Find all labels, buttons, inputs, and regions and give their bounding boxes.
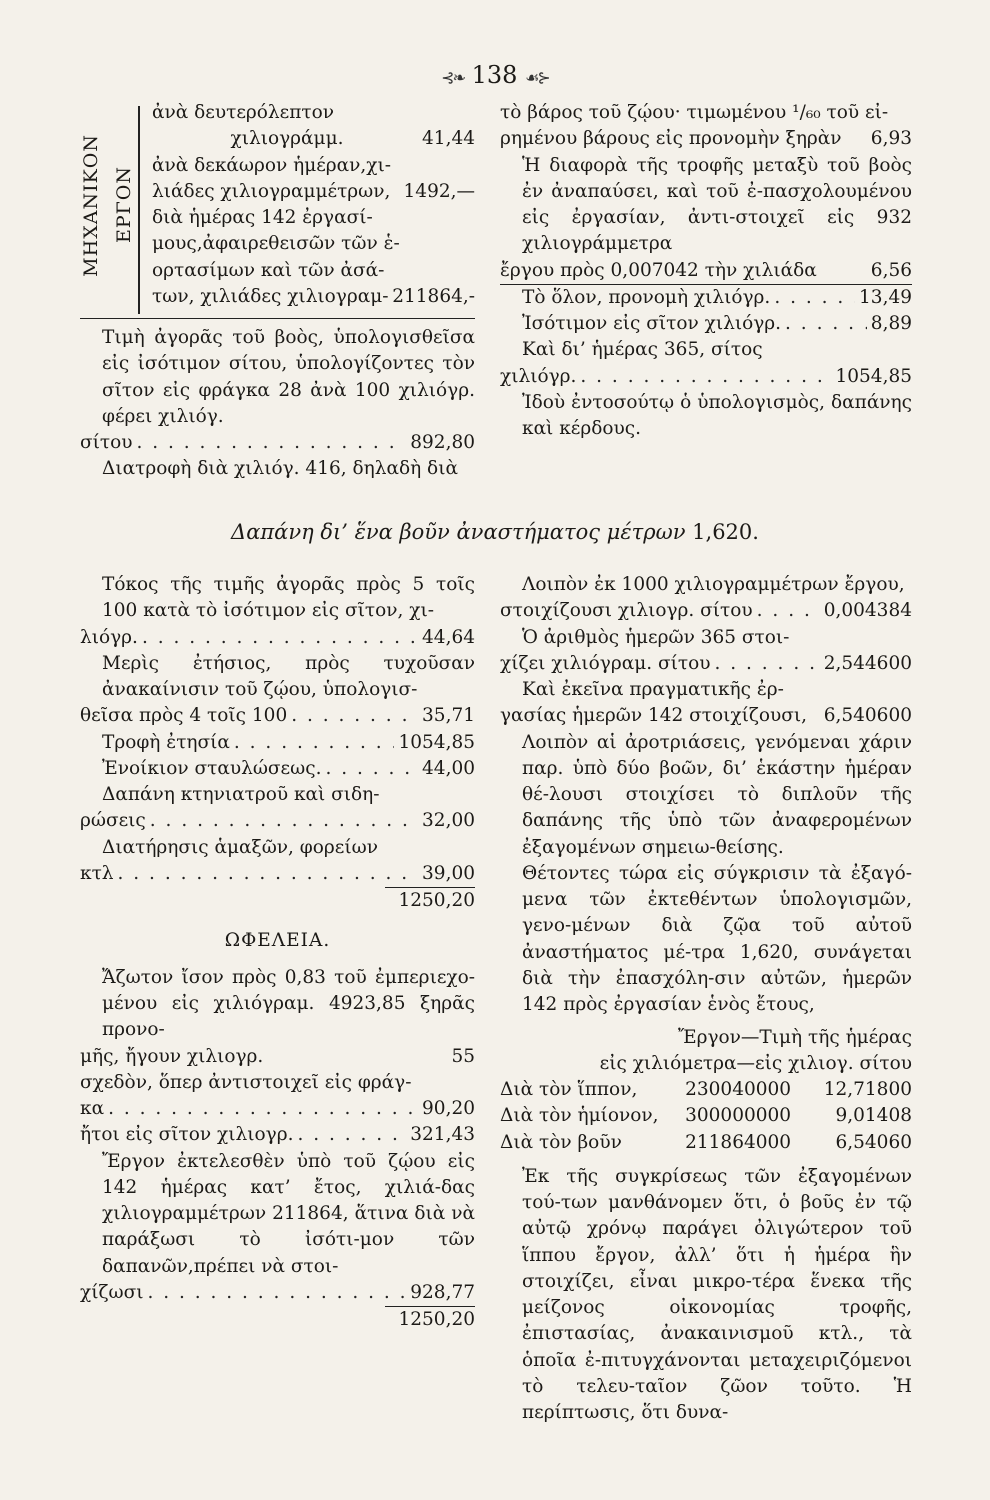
line-value: 32,00 <box>422 810 475 832</box>
line-text: Διατήρησις ἁμαξῶν, φορείων <box>102 836 378 858</box>
ornament-left-icon: ⊰❧ <box>441 68 464 87</box>
paragraph: Λοιπὸν αἱ ἀροτριάσεις, γενόμεναι χάριν παρ. ὑπὸ δύο βοῶν, δι’ ἑκάστην ἡμέραν θέ-λουσι στοιχίσει τὸ διπλοῦν τῆς δαπάνης τῆς ὑπὸ τῶν ἀναφερομένων ἐξαγομένων σημειω-θείσης. <box>522 731 912 858</box>
line-text: κα <box>80 1098 105 1120</box>
mech-line: μους,ἀφαιρεθεισῶν τῶν ἑ- <box>152 233 400 255</box>
line-value: 892,80 <box>410 432 475 454</box>
sum-value: 1250,20 <box>398 1309 475 1331</box>
benefit-title: ΩΦΕΛΕΙΑ. <box>224 930 331 952</box>
line-value: 6,540600 <box>823 705 912 727</box>
line-value: 1054,85 <box>398 731 475 753</box>
line-text: χίζει χιλιόγραμ. σίτου <box>500 652 711 674</box>
divider <box>80 318 475 319</box>
table-cell: Διὰ τὸν ἵππον, <box>500 1079 638 1101</box>
paragraph: Ἡ διαφορὰ τῆς τροφῆς μεταξὺ τοῦ βοὸς ἐν ἀναπαύσει, καὶ τοῦ ἐ-πασχολουμένου εἰς ἐργασίαν, ἀντι-στοιχεῖ εἰς 932 χιλιογράμμετρα <box>522 154 912 255</box>
line-text: Καὶ ἐκεῖνα πραγματικῆς ἐρ- <box>522 679 784 701</box>
line-value: 44,00 <box>422 757 475 779</box>
page-header <box>0 58 990 92</box>
line-text: ρημένου βάρους εἰς προνομὴν ξηρὰν <box>500 128 842 150</box>
line-text: Δαπάνη κτηνιατροῦ καὶ σιδη- <box>102 784 380 806</box>
dot-leader <box>325 756 418 782</box>
dot-leader <box>785 311 867 337</box>
table-cell: 6,54060 <box>835 1131 912 1153</box>
table-header-2: εἰς χιλιόμετρα—εἰς χιλιογ. σίτου <box>599 1052 912 1074</box>
side-label <box>80 100 136 310</box>
line-text: χιλιόγρ. <box>500 365 577 387</box>
dot-leader <box>150 808 418 834</box>
comparison-table <box>500 1077 912 1156</box>
line-text: σίτου <box>80 432 133 454</box>
left-bottom-block <box>80 572 475 1333</box>
mech-value: 211864,- <box>392 285 475 307</box>
table-row <box>500 1130 912 1156</box>
left-top-block <box>80 100 475 483</box>
table-cell: 230040000 <box>685 1079 792 1101</box>
line-text: χίζωσι <box>80 1281 144 1303</box>
line-value: 321,43 <box>410 1124 475 1146</box>
line-value: 90,20 <box>422 1098 475 1120</box>
side-label-1: ΜΗΧΑΝΙΚΟΝ <box>80 133 103 277</box>
line-value: 1054,85 <box>835 365 912 387</box>
mech-line: των, χιλιάδες χιλιογραμ- <box>152 285 389 307</box>
mech-value: 1492,— <box>403 180 475 202</box>
dot-leader <box>291 703 418 729</box>
line-value: 35,71 <box>422 705 475 727</box>
line-text: σχεδὸν, ὅπερ ἀντιστοιχεῖ εἰς φράγ- <box>80 1071 412 1093</box>
section-title-text: Δαπάνη δι’ ἕνα βοῦν ἀναστήματος μέτρων <box>231 520 686 544</box>
paragraph: Μερὶς ἐτήσιος, πρὸς τυχοῦσαν ἀνακαίνισιν τοῦ ζῴου, ὑπολογισ- <box>102 652 475 701</box>
mech-line: λιάδες χιλιογραμμέτρων, <box>152 180 391 202</box>
line-text: Τὸ ὅλον, προνομὴ χιλιόγρ. <box>522 286 771 308</box>
line-text: Λοιπὸν ἐκ 1000 χιλιογραμμέτρων ἔργου, <box>522 574 905 595</box>
brace-icon <box>138 106 146 314</box>
table-cell: 300000000 <box>685 1105 792 1127</box>
line-text: κτλ <box>80 862 114 884</box>
mech-line: διὰ ἡμέρας 142 ἐργασί- <box>152 207 373 229</box>
sum-value: 1250,20 <box>398 890 475 912</box>
table-row <box>500 1077 912 1103</box>
paragraph: Θέτοντες τώρα εἰς σύγκρισιν τὰ ἐξαγό-μενα τῶν ἐκτεθέντων ὑπολογισμῶν, γενο-μένων διὰ ζῷα τοῦ αὐτοῦ ἀναστήματος μέ-τρα 1,620, συνάγεται διὰ τὴν ἐπασχόλη-σιν αὐτῶν, ἡμερῶν 142 πρὸς ἐργασίαν ἑνὸς ἔτους, <box>522 862 912 1016</box>
side-label-2: ΕΡΓΟΝ <box>113 166 135 244</box>
dot-leader <box>297 1122 406 1148</box>
dot-leader <box>137 430 407 456</box>
mech-line: χιλιογράμμ. <box>230 128 344 150</box>
paragraph: Ἔργον ἐκτελεσθὲν ὑπὸ τοῦ ζῴου εἰς 142 ἡμέρας κατ’ ἔτος, χιλιά-δας χιλιογραμμέτρων 211864, ἅτινα διὰ νὰ παράξωσι τὸ ἰσότι-μον τῶν δαπανῶν,πρέπει νὰ στοι- <box>102 1150 475 1277</box>
line-text: ρώσεις <box>80 810 146 832</box>
dot-leader <box>118 861 419 887</box>
dot-leader <box>715 651 820 677</box>
line-text: θεῖσα πρὸς 4 τοῖς 100 <box>80 705 288 727</box>
line-value: 13,49 <box>859 286 912 308</box>
line-text: τὸ βάρος τοῦ ζῴου· τιμωμένου ¹/₆₀ τοῦ εἰ- <box>500 102 889 123</box>
section-title-value: 1,620. <box>692 520 759 544</box>
line-text: Καὶ δι’ ἡμέρας 365, σίτος <box>522 339 763 361</box>
line-value: 6,93 <box>870 128 912 150</box>
paragraph: Τόκος τῆς τιμῆς ἀγορᾶς πρὸς 5 τοῖς 100 κατὰ τὸ ἰσότιμον εἰς σῖτον, χι- <box>102 574 475 622</box>
section-title <box>0 518 990 548</box>
table-cell: 9,01408 <box>835 1105 912 1127</box>
table-cell: 211864000 <box>685 1131 792 1153</box>
dot-leader <box>757 598 820 624</box>
line-value: 55 <box>451 1045 475 1067</box>
dot-leader <box>774 285 855 311</box>
table-cell: Διὰ τὸν βοῦν <box>500 1131 622 1153</box>
table-row <box>500 1103 912 1129</box>
line-value: 0,004384 <box>823 600 912 622</box>
paragraph: Ἰδοὺ ἐντοσούτῳ ὁ ὑπολογισμὸς, δαπάνης καὶ κέρδους. <box>522 391 912 440</box>
line-value: 44,64 <box>422 626 475 648</box>
dot-leader <box>234 730 395 756</box>
line-text: ἔργου πρὸς 0,007042 τὴν χιλιάδα <box>500 259 817 281</box>
page-number: 138 <box>471 61 518 89</box>
line-text: ἤτοι εἰς σῖτον χιλιογρ. <box>80 1124 294 1146</box>
line-text: Ὁ ἀριθμὸς ἡμερῶν 365 στοι- <box>522 626 790 648</box>
mech-line: ἀνὰ δεκάωρον ἡμέραν,χι- <box>152 154 392 176</box>
line-text: μῆς, ἤγουν χιλιογρ. <box>80 1045 264 1067</box>
line-text: Ἰσότιμον εἰς σῖτον χιλιόγρ. <box>522 313 782 335</box>
mech-value: 41,44 <box>422 128 475 150</box>
line-value: 8,89 <box>870 313 912 335</box>
line-value: 928,77 <box>410 1281 475 1303</box>
mech-line: ἀνὰ δευτερόλεπτον <box>152 102 335 123</box>
line-text: γασίας ἡμερῶν 142 στοιχίζουσι, <box>500 705 808 727</box>
line-text: λιόγρ. <box>80 626 138 648</box>
dot-leader <box>580 364 831 390</box>
paragraph: Διατροφὴ διὰ χιλιόγ. 416, δηλαδὴ διὰ <box>102 458 458 480</box>
ornament-right-icon: ☙⊱ <box>525 68 549 87</box>
line-text: στοιχίζουσι χιλιογρ. σίτου <box>500 600 753 622</box>
right-bottom-block <box>500 572 912 1427</box>
table-cell: 12,71800 <box>823 1079 912 1101</box>
line-value: 39,00 <box>422 862 475 884</box>
dot-leader <box>147 1280 406 1306</box>
line-text: Τροφὴ ἐτησία <box>102 731 230 753</box>
table-cell: Διὰ τὸν ἡμίονον, <box>500 1105 659 1127</box>
line-value: 6,56 <box>870 259 912 281</box>
mechanical-work-block <box>80 100 475 310</box>
paragraph: Τιμὴ ἀγορᾶς τοῦ βοὸς, ὑπολογισθεῖσα εἰς ἰσότιμον σίτου, ὑπολογίζοντες τὸν σῖτον εἰς φράγκα 28 ἀνὰ 100 χιλιόγρ. φέρει χιλιόγ. <box>102 327 475 427</box>
paragraph: Ἐκ τῆς συγκρίσεως τῶν ἐξαγομένων τού-των μανθάνομεν ὅτι, ὁ βοῦς ἐν τῷ αὐτῷ χρόνῳ παράγει ὀλιγώτερον τοῦ ἵππου ἔργον, ἀλλ’ ὅτι ἡ ἡμέρα ἣν στοιχίζει, εἶναι μικρο-τέρα ἕνεκα τῆς μείζονος οἰκονομίας τροφῆς, ἐπιστασίας, ἀνακαινισμοῦ κτλ., τὰ ὁποῖα ἐ-πιτυγχάνονται μεταχειριζόμενοι τὸ τελευ-ταῖον ζῶον τοῦτο. Ἡ περίπτωσις, ὅτι δυνα- <box>522 1165 912 1424</box>
table-header-1: Ἔργον—Τιμὴ τῆς ἡμέρας <box>677 1026 912 1048</box>
right-top-block <box>500 100 912 442</box>
mech-line: ορτασίμων καὶ τῶν ἀσά- <box>152 259 385 281</box>
dot-leader <box>142 625 418 651</box>
line-text: Ἐνοίκιον σταυλώσεως. <box>102 757 322 779</box>
line-value: 2,544600 <box>823 652 912 674</box>
paragraph: Ἄζωτον ἴσον πρὸς 0,83 τοῦ ἐμπεριεχο-μένου εἰς χιλιόγραμ. 4923,85 ξηρᾶς προνο- <box>102 966 475 1041</box>
dot-leader <box>108 1096 418 1122</box>
